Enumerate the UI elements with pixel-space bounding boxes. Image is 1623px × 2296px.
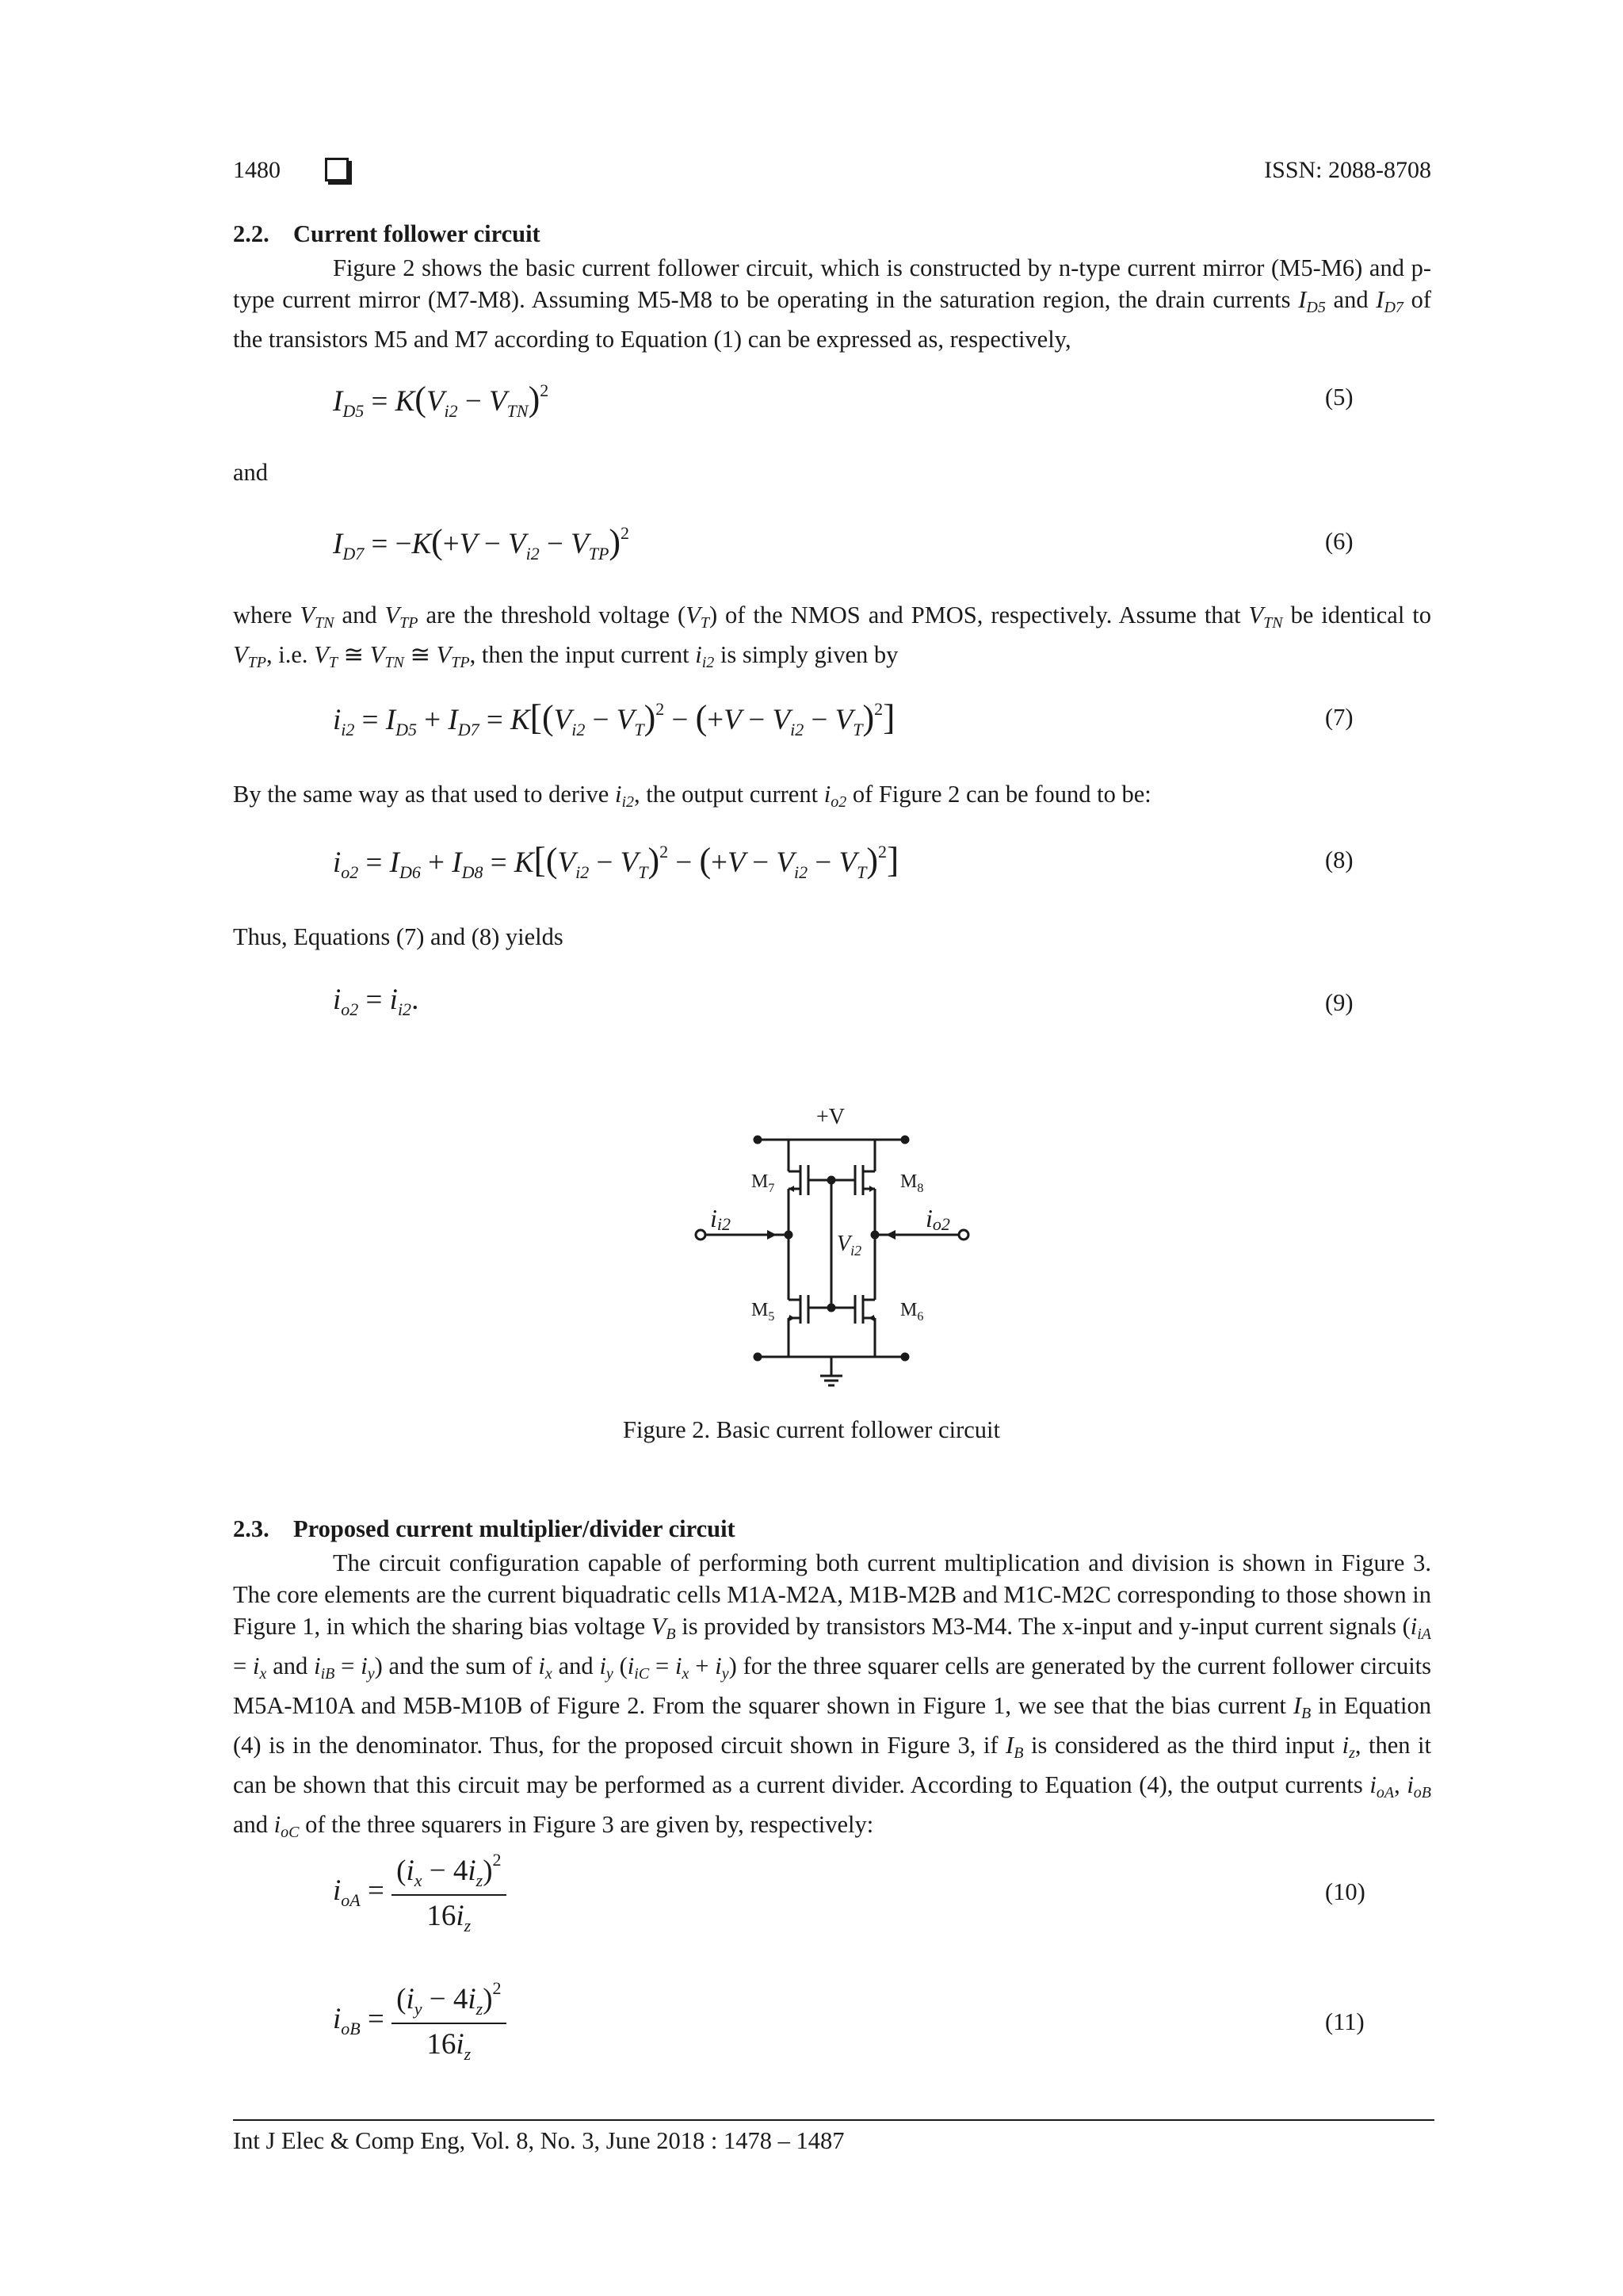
equation-number: (11) (1325, 2008, 1365, 2035)
footer-citation: Int J Elec & Comp Eng, Vol. 8, No. 3, June 2018 : 1478 – 1487 (233, 2127, 845, 2154)
equation-number: (5) (1325, 384, 1354, 411)
equation-9: $i_{o2} = i_{i2}$. (333, 984, 419, 1019)
equation-number: (8) (1325, 846, 1354, 873)
equation-7: $i_{i2} = I_{D5} + I_{D7} = K[(V_{i2} - V_T)^2 - (+V - V_{i2} - V_T)^2]$ (333, 697, 896, 739)
text: ). Assuming M (510, 286, 659, 313)
equation-number: (9) (1325, 989, 1354, 1016)
equation-10: $i_{oA}$ = $\frac{(i_x - 4i_z)^2}{16i_z}$ (333, 1850, 506, 1936)
text: Figure 2 shows the basic current follower circuit, which is constructed by n-type current mirror (M (333, 254, 1301, 281)
and-word: and (233, 459, 269, 486)
svg-text:Vi2: $V_{i2}$ (837, 1232, 862, 1259)
section-title: Proposed current multiplier/divider circuit (293, 1515, 735, 1542)
page-number: 1480 (233, 157, 281, 183)
equation-number: (7) (1325, 704, 1354, 731)
svg-text:M8: $M_8$ (900, 1171, 924, 1195)
current-follower-circuit-diagram (682, 1092, 983, 1393)
svg-text:M5: $M_5$ (751, 1300, 775, 1324)
paragraph-output-current: By the same way as that used to derive $i_{i2}$, the output current $i_{o2}$ of Figure 2 can be found to be: (233, 781, 1151, 811)
section-number: 2.3. (233, 1515, 269, 1542)
section-number: 2.2. (233, 220, 269, 247)
text: ) and p-type current mirror (M (233, 254, 1431, 313)
svg-text:ii2: ii2 (710, 1204, 731, 1234)
paragraph-yields: Thus, Equations (7) and (8) yields (233, 923, 563, 950)
equation-5: $I_{D5} = K(V_{i2} - V_{TN})^2$ (333, 380, 549, 421)
section-title: Current follower circuit (293, 220, 540, 247)
section-heading-2-2 (233, 220, 540, 248)
text: of the transistors M5 and M7 according to Equation (1) can be expressed as, respectively, (233, 286, 1431, 353)
equation-6: $I_{D7} = -K(+V - V_{i2} - V_{TP})^2$ (333, 522, 630, 563)
section-heading-2-3 (233, 1515, 735, 1543)
paragraph-current-follower-intro: Figure 2 shows the basic current follower circuit, which is constructed by n-type current mirror (M5-M6) and p-type current mirror (M7-M8). Assuming M5-M8 to be operating in the saturation region, the drain currents $I_{D5}$ and $I_{D7}$ of the transistors M5 and M7 according to Equation (1) can be expressed as, respectively, (233, 254, 1431, 353)
supply-label: +V (816, 1105, 846, 1129)
footer-rule (233, 2119, 1434, 2121)
svg-text:M7: $M_7$ (751, 1171, 775, 1195)
equation-8: $i_{o2} = I_{D6} + I_{D8} = K[(V_{i2} - V_T)^2 - (+V - V_{i2} - V_T)^2]$ (333, 839, 899, 882)
square-bullet-icon (325, 158, 349, 181)
text: to be operating in the saturation region, the drain currents (712, 286, 1299, 313)
paragraph-threshold: where $V_{TN}$ and $V_{TP}$ are the threshold voltage $(V_T)$ of the NMOS and PMOS, respectively. Assume that $V_{TN}$ be identical to $V_{TP}$, i.e. $V_T$ ≅ $V_{TN}$ ≅ $V_{TP}$, then the input current $i_{i2}$ is simply given by (233, 602, 1431, 671)
equation-number: (6) (1325, 528, 1354, 555)
figure-2-caption: Figure 2. Basic current follower circuit (623, 1416, 1000, 1443)
text: and (1325, 286, 1377, 313)
equation-number: (10) (1325, 1878, 1365, 1905)
svg-text:M6: $M_6$ (900, 1300, 924, 1324)
issn: ISSN: 2088-8708 (1264, 157, 1431, 183)
equation-11: $i_{oB}$ = $\frac{(i_y - 4i_z)^2}{16i_z}$ (333, 1978, 506, 2065)
paragraph-multiplier-divider: The circuit configuration capable of performing both current multiplication and division is shown in Figure 3. The core elements are the current biquadratic cells M1A-M2A, M1B-M2B and M1C-M2C corresponding to those shown in Figure 1, in which the sharing bias voltage $V_B$ is provided by transistors M3-M4. The x-input and y-input current signals ($i_{iA} = i_x$ and $i_{iB} = i_y$) and the sum of $i_x$ and $i_y$ $(i_{iC} = i_x + i_y)$ for the three squarer cells are generated by the current follower circuits M5A-M10A and M5B-M10B of Figure 2. From the squarer shown in Figure 1, we see that the bias current $I_B$ in Equation (4) is in the denominator. Thus, for the proposed circuit shown in Figure 3, if $I_B$ is considered as the third input $i_z$, then it can be shown that this circuit may be performed as a current divider. According to Equation (4), the output currents $i_{oA}$, $i_{oB}$ and $i_{oC}$ of the three squarers in Figure 3 are given by, respectively: (233, 1549, 1432, 1841)
svg-text:io2: io2 (926, 1204, 950, 1234)
